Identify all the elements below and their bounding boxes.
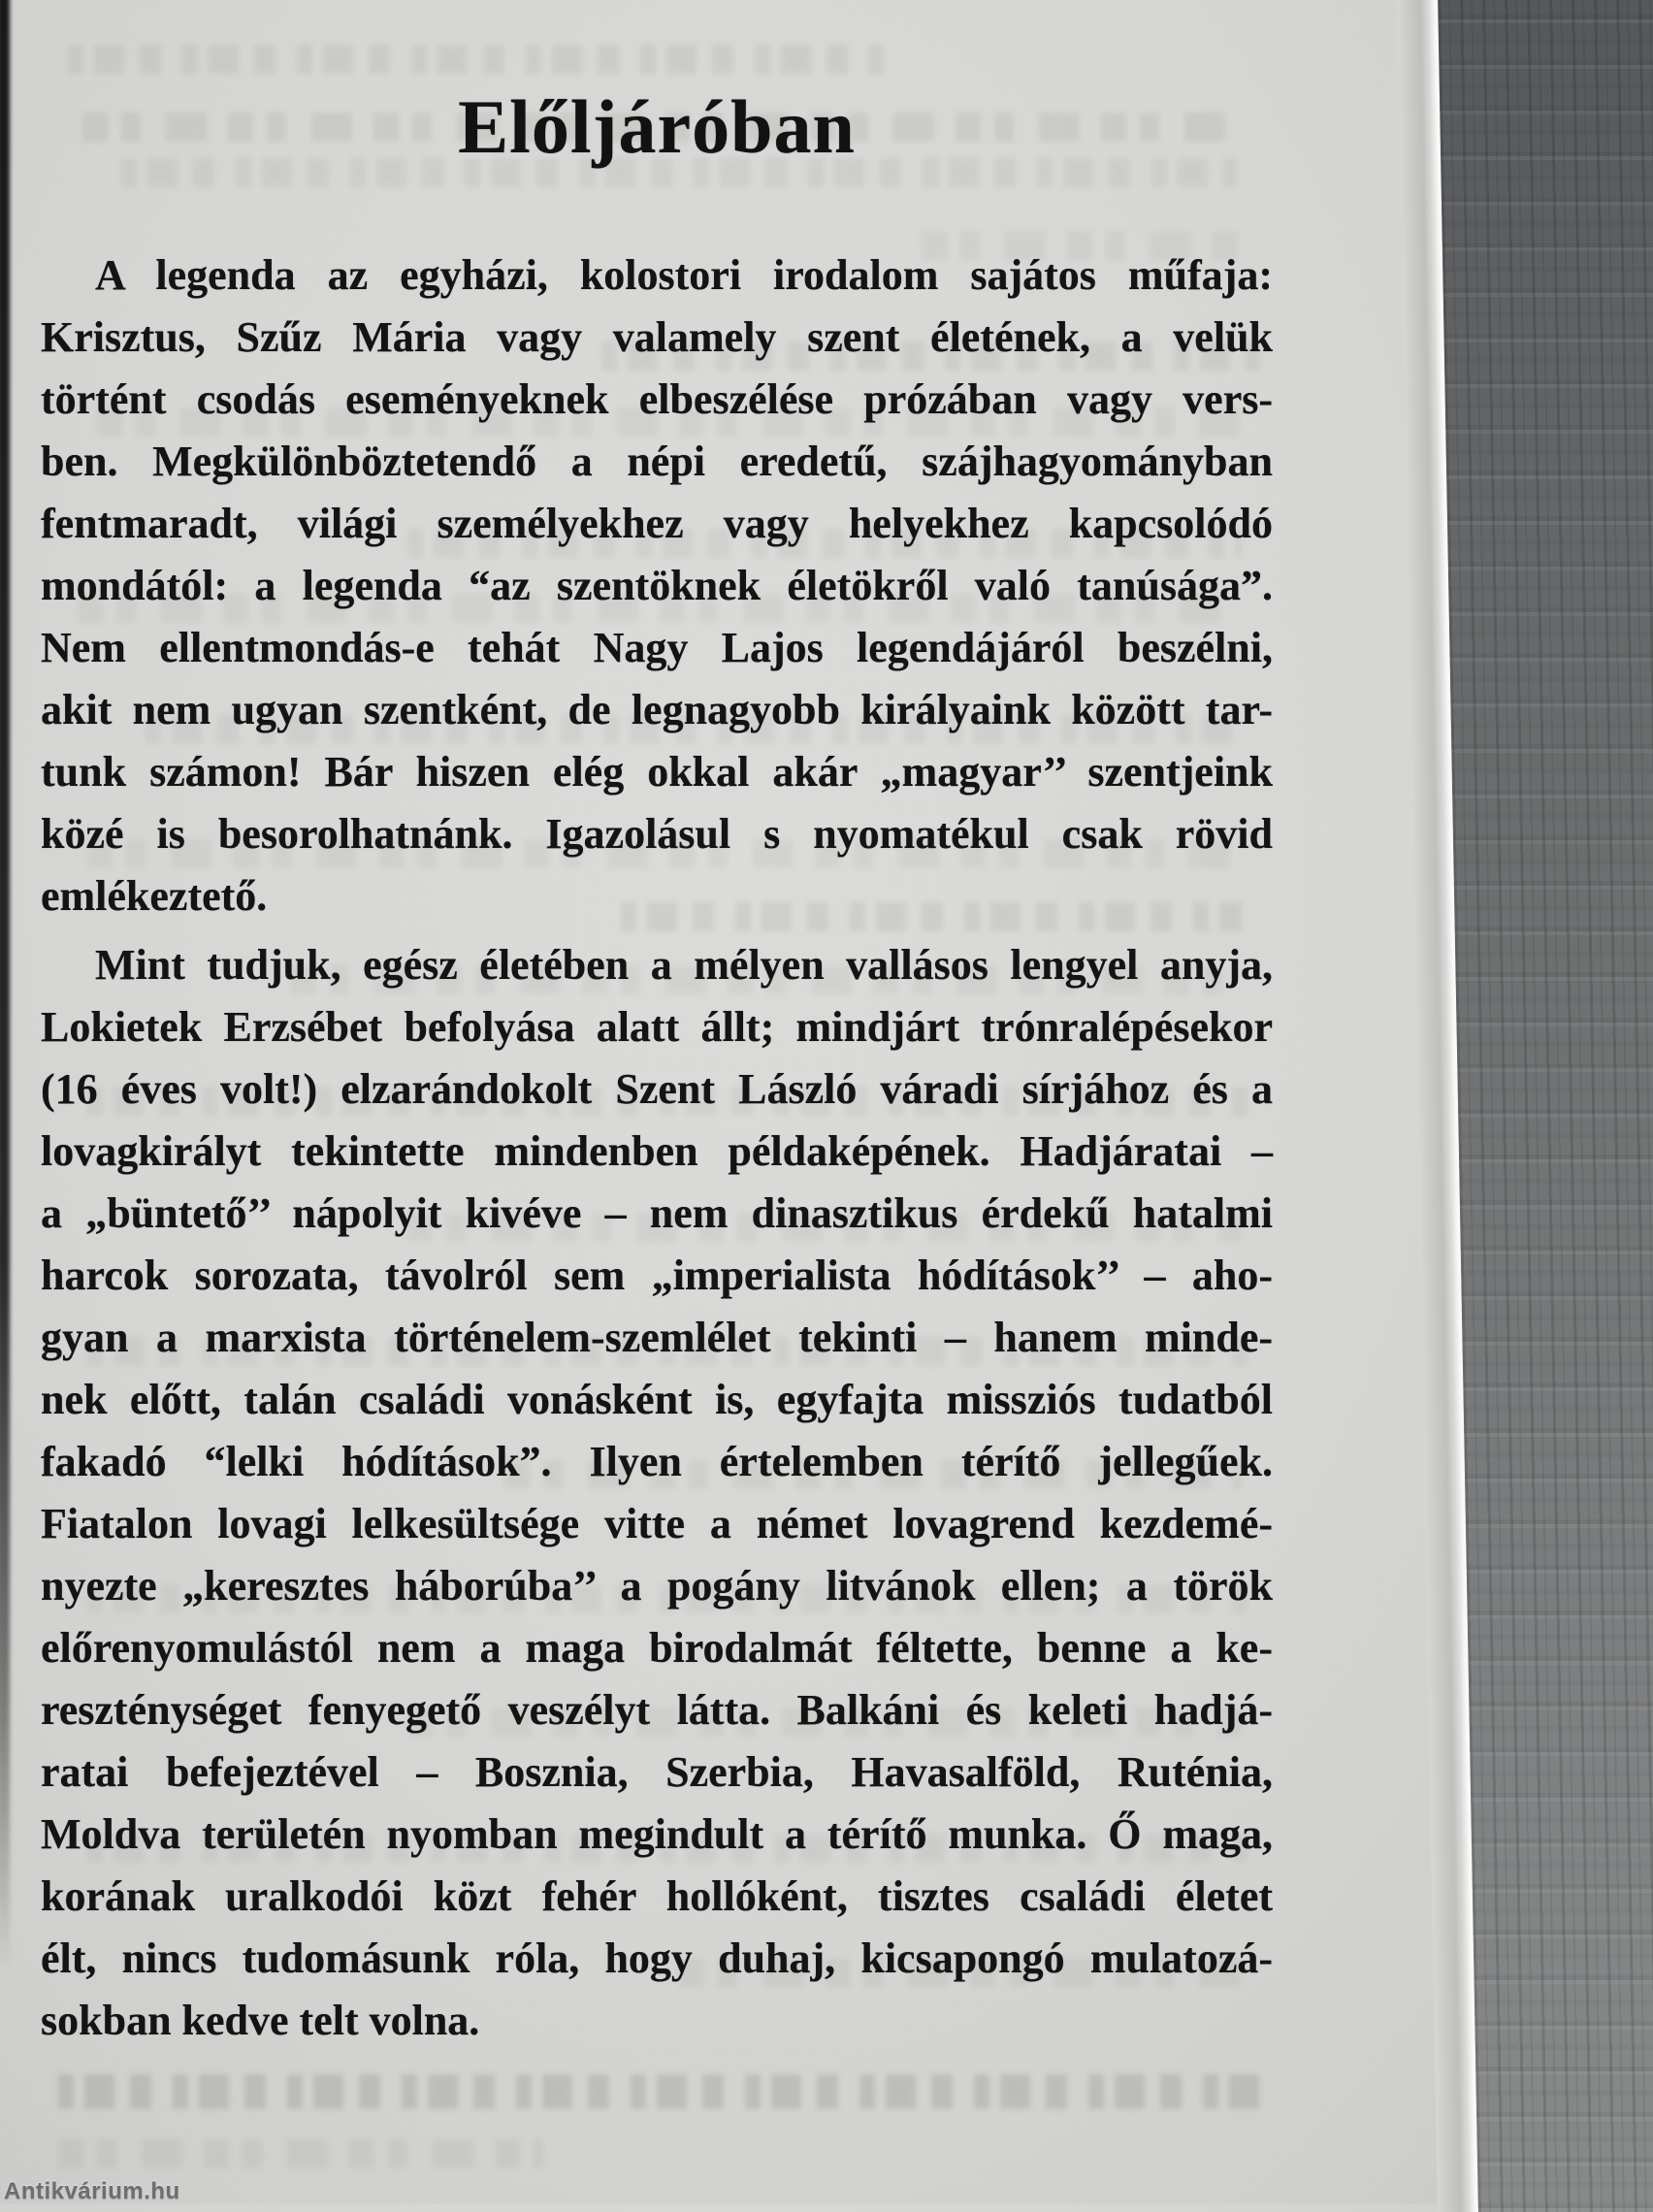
text-line: tunk számon! Bár hiszen elég okkal akár „magyar’’ szentjeink bbox=[41, 748, 1273, 796]
text-line: fentmaradt, világi személyekhez vagy helyekhez kapcsolódó bbox=[41, 500, 1273, 547]
text-line: nek előtt, talán családi vonásként is, egyfajta missziós tudatból bbox=[41, 1376, 1273, 1423]
text-line: sokban kedve telt volna. bbox=[41, 1997, 480, 2044]
text-line: nyezte „keresztes háborúba’’ a pogány litvánok ellen; a török bbox=[41, 1562, 1273, 1610]
text-line: korának uralkodói közt fehér hollóként, tisztes családi életet bbox=[41, 1872, 1273, 1920]
text-line: akit nem ugyan szentként, de legnagyobb királyaink között tar- bbox=[41, 686, 1273, 733]
text-line: emlékeztető. bbox=[41, 872, 268, 920]
text-line: Mint tudjuk, egész életében a mélyen vallásos lengyel anyja, bbox=[95, 941, 1273, 989]
text-line: közé is besorolhatnánk. Igazolásul s nyomatékul csak rövid bbox=[41, 810, 1273, 858]
text-line: ben. Megkülönböztetendő a népi eredetű, szájhagyományban bbox=[41, 438, 1273, 485]
paragraph bbox=[41, 244, 1273, 927]
text-line: a „büntető’’ nápolyit kivéve – nem dinasztikus érdekű hatalmi bbox=[41, 1189, 1273, 1237]
text-line: A legenda az egyházi, kolostori irodalom sajátos műfaja: bbox=[95, 251, 1273, 299]
text-line: előrenyomulástól nem a maga birodalmát féltette, benne a ke- bbox=[41, 1624, 1273, 1672]
text-line: gyan a marxista történelem-szemlélet tekinti – hanem minde- bbox=[41, 1314, 1273, 1361]
text-line: fakadó “lelki hódítások”. Ilyen értelemben térítő jellegűek. bbox=[41, 1438, 1273, 1485]
text-line: lovagkirályt tekintette mindenben példaképének. Hadjáratai – bbox=[41, 1127, 1273, 1175]
text-line: Moldva területén nyomban megindult a térítő munka. Ő maga, bbox=[41, 1810, 1273, 1858]
text-line: mondától: a legenda “az szentöknek életökről való tanúsága”. bbox=[41, 562, 1273, 609]
text-line: Krisztus, Szűz Mária vagy valamely szent életének, a velük bbox=[41, 313, 1273, 361]
text-line: ratai befejeztével – Bosznia, Szerbia, Havasalföld, Ruténia, bbox=[41, 1748, 1273, 1796]
text-line: (16 éves volt!) elzarándokolt Szent László váradi sírjához és a bbox=[41, 1065, 1273, 1113]
text-line: Lokietek Erzsébet befolyása alatt állt; mindjárt trónralépésekor bbox=[41, 1003, 1273, 1051]
text-line: harcok sorozata, távolról sem „imperialista hódítások’’ – aho- bbox=[41, 1252, 1273, 1299]
page-title: Előljáróban bbox=[458, 84, 856, 169]
gutter-shadow bbox=[0, 0, 10, 2032]
text-block bbox=[41, 244, 1273, 2052]
text-line: Nem ellentmondás-e tehát Nagy Lajos legendájáról beszélni, bbox=[41, 624, 1273, 671]
text-line: reszténységet fenyegető veszélyt látta. Balkáni és keleti hadjá- bbox=[41, 1686, 1273, 1734]
text-line: Fiatalon lovagi lelkesültsége vitte a német lovagrend kezdemé- bbox=[41, 1500, 1273, 1547]
watermark: Antikvárium.hu bbox=[4, 2178, 180, 2204]
paragraph bbox=[41, 934, 1273, 2052]
text-line: történt csodás eseményeknek elbeszélése prózában vagy vers- bbox=[41, 375, 1273, 423]
text-line: élt, nincs tudomásunk róla, hogy duhaj, kicsapongó mulatozá- bbox=[41, 1935, 1273, 1982]
